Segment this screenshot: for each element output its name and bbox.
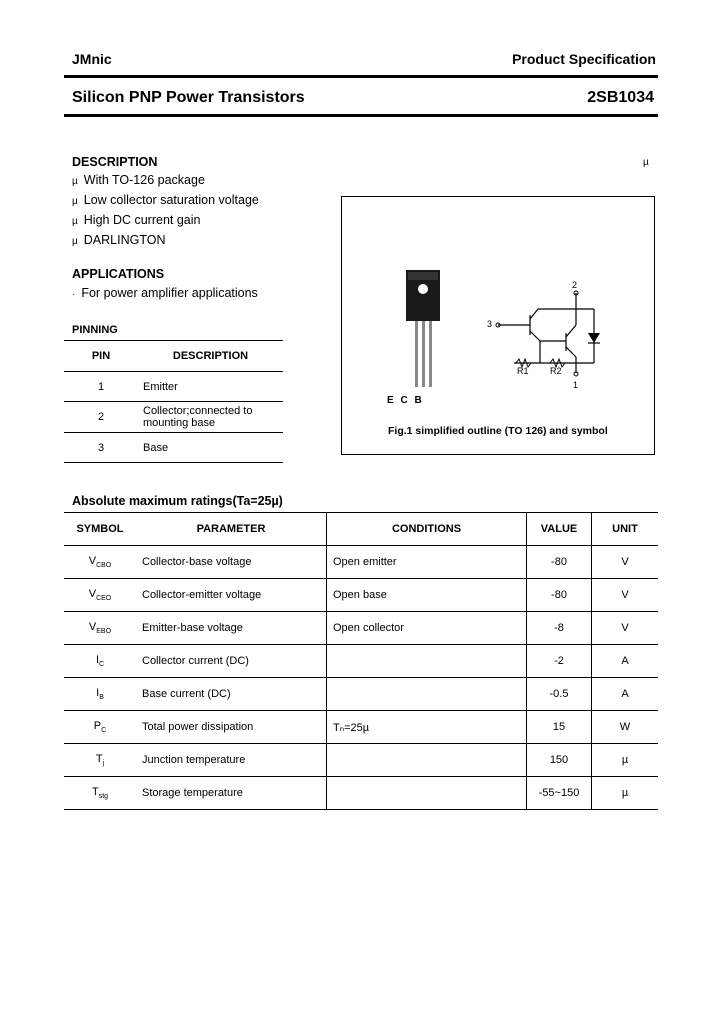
page-title: Silicon PNP Power Transistors [72,89,305,106]
list-item: · For power amplifier applications [72,286,258,300]
pinning-table [64,340,283,463]
part-number: 2SB1034 [587,89,654,106]
table-row: $V_{EBO}$ Emitter-base voltage Open collector -8 V [64,612,658,645]
pinning-heading: PINNING [72,324,118,336]
table-header-row [64,341,283,372]
package-pin-labels: E C B [387,395,424,406]
col-symbol: SYMBOL [64,513,136,546]
list-item: µ Low collector saturation voltage [72,193,259,207]
table-row: $I_B$ Base current (DC) -0.5 A [64,678,658,711]
col-conditions: CONDITIONS [327,513,527,546]
list-item: µ With TO-126 package [72,173,205,187]
col-value: VALUE [527,513,592,546]
applications-heading: APPLICATIONS [72,267,165,281]
table-row: $I_C$ Collector current (DC) -2 A [64,645,658,678]
ratings-heading: Absolute maximum ratings(Ta=25µ) [72,494,283,508]
header-rule [64,75,658,78]
table-row: 2 Collector;connected to mounting base [64,402,283,433]
description-heading: DESCRIPTION [72,155,158,169]
figure-box [341,196,655,455]
ratings-table [64,512,658,810]
col-parameter: PARAMETER [136,513,327,546]
title-rule [64,114,658,117]
list-item: µ DARLINGTON [72,233,166,247]
brand-name: JMnic [72,51,112,67]
col-pin: PIN [64,341,138,372]
pin2-label: 2 [572,280,578,290]
table-header-row [64,513,658,546]
table-row: $T_j$ Junction temperature 150 µ [64,744,658,777]
table-row: 3 Base [64,433,283,463]
pin1-label: 1 [573,380,579,390]
r2-label: R2 [550,366,562,376]
table-row: $P_C$ Total power dissipation Tₙ=25µ 15 W [64,711,658,744]
applications-list [72,284,258,304]
table-row: $V_{CEO}$ Collector-emitter voltage Open base -80 V [64,579,658,612]
table-row: $T_{stg}$ Storage temperature -55~150 µ [64,777,658,810]
pin3-label: 3 [487,319,493,329]
description-list [72,171,259,251]
stray-mark: µ [643,157,649,168]
figure-caption: Fig.1 simplified outline (TO 126) and symbol [388,425,608,437]
col-unit: UNIT [592,513,659,546]
doc-type: Product Specification [512,51,656,67]
col-description: DESCRIPTION [138,341,283,372]
table-row: 1 Emitter [64,372,283,402]
r1-label: R1 [517,366,529,376]
package-and-symbol-drawing [342,197,654,454]
table-row: $V_{CBO}$ Collector-base voltage Open emitter -80 V [64,546,658,579]
list-item: µ High DC current gain [72,213,201,227]
